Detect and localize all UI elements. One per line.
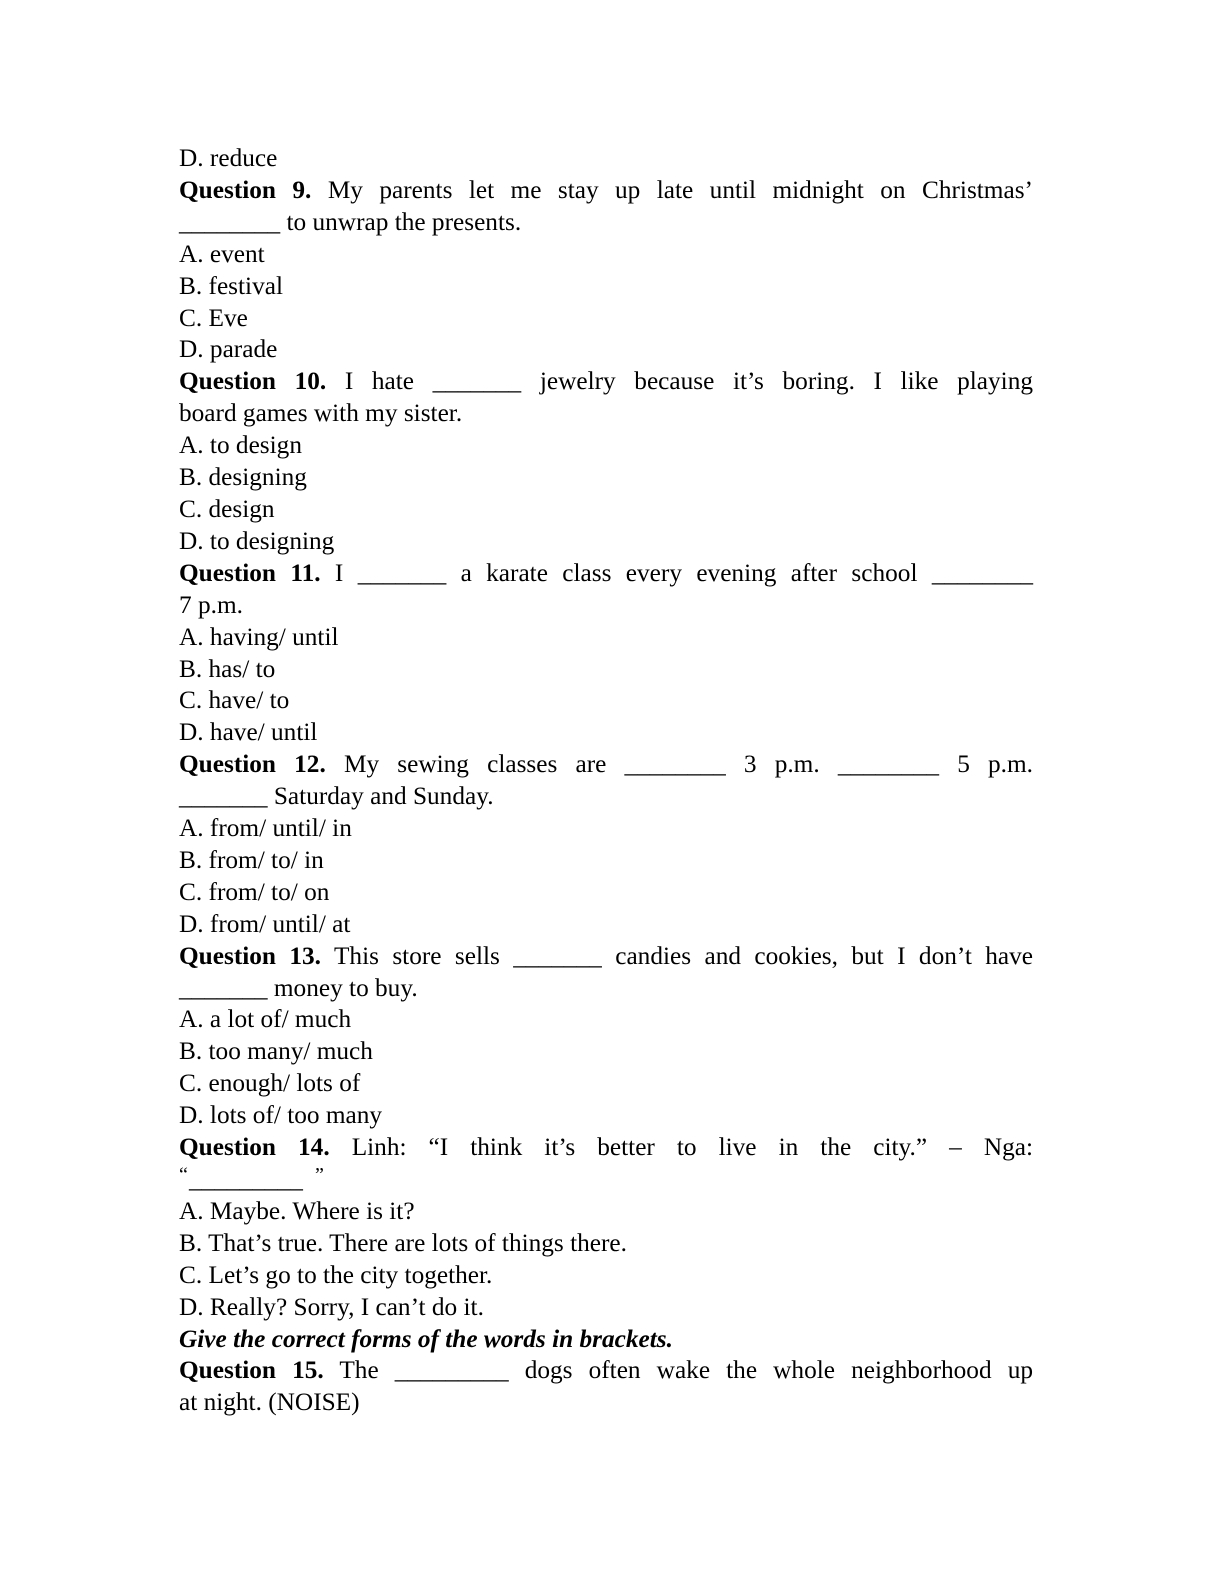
- question-10-text: I hate _______ jewelry because it’s boring. I like playing: [344, 367, 1033, 396]
- question-10-option-a: A. to design: [179, 431, 302, 460]
- question-12-label: Question 12.: [179, 750, 326, 779]
- prev-option-d: D. reduce: [179, 144, 278, 172]
- question-14-blank: _________: [189, 1165, 303, 1193]
- question-13-option-b: B. too many/ much: [179, 1037, 373, 1066]
- question-11-stem-line2: 7 p.m.: [179, 590, 243, 619]
- worksheet-page: [179, 143, 1033, 1419]
- question-9: [179, 175, 1033, 366]
- question-9-text: My parents let me stay up late until midnight on Christmas’: [327, 175, 1033, 204]
- question-9-option-b: B. festival: [179, 271, 283, 300]
- question-12-stem-line2: _______ Saturday and Sunday.: [179, 782, 494, 811]
- question-11-label: Question 11.: [179, 558, 321, 587]
- question-10: [179, 366, 1033, 557]
- question-11-option-d: D. have/ until: [179, 718, 318, 747]
- question-11: [179, 558, 1033, 749]
- question-9-stem-line1: [179, 175, 1033, 207]
- question-10-stem-line2: board games with my sister.: [179, 399, 463, 428]
- question-9-stem-line2: ________ to unwrap the presents.: [179, 207, 522, 236]
- question-14-open-quote: “: [179, 1164, 188, 1186]
- question-12-option-d: D. from/ until/ at: [179, 909, 351, 938]
- question-12-option-b: B. from/ to/ in: [179, 845, 324, 874]
- question-13-option-a: A. a lot of/ much: [179, 1005, 352, 1034]
- question-14-text: Linh: “I think it’s better to live in the city.” – Nga:: [351, 1133, 1033, 1162]
- question-13-text: This store sells _______ candies and cookies, but I don’t have: [333, 941, 1034, 970]
- section-heading-word-forms: Give the correct forms of the words in brackets.: [179, 1324, 673, 1353]
- question-11-stem-line1: [179, 558, 1033, 590]
- question-14-label: Question 14.: [179, 1133, 330, 1162]
- question-11-option-a: A. having/ until: [179, 622, 339, 651]
- question-10-label: Question 10.: [179, 367, 327, 396]
- question-13-option-d: D. lots of/ too many: [179, 1101, 383, 1130]
- question-10-stem-line1: [179, 366, 1033, 398]
- question-14-stem-line1: [179, 1132, 1033, 1164]
- question-9-option-a: A. event: [179, 239, 265, 268]
- question-9-option-d: D. parade: [179, 335, 278, 364]
- question-9-option-c: C. Eve: [179, 303, 248, 332]
- question-10-option-b: B. designing: [179, 463, 307, 492]
- question-14: [179, 1132, 1033, 1323]
- question-12-option-a: A. from/ until/ in: [179, 814, 352, 843]
- question-14-close-quote: ”: [315, 1164, 324, 1186]
- question-10-option-d: D. to designing: [179, 526, 335, 555]
- question-13: [179, 941, 1033, 1132]
- question-15-stem-line1: [179, 1355, 1033, 1387]
- question-14-option-d: D. Really? Sorry, I can’t do it.: [179, 1292, 484, 1321]
- question-11-option-c: C. have/ to: [179, 686, 290, 715]
- question-14-answer-blank: [179, 1164, 1033, 1196]
- question-15-label: Question 15.: [179, 1356, 324, 1385]
- question-14-option-b: B. That’s true. There are lots of things there.: [179, 1228, 627, 1257]
- question-13-stem-line2: _______ money to buy.: [179, 973, 418, 1002]
- question-10-option-c: C. design: [179, 494, 275, 523]
- question-15-stem-line2: at night. (NOISE): [179, 1388, 360, 1417]
- question-14-option-c: C. Let’s go to the city together.: [179, 1260, 493, 1289]
- question-12-option-c: C. from/ to/ on: [179, 877, 330, 906]
- question-12-stem-line1: [179, 749, 1033, 781]
- question-14-option-a: A. Maybe. Where is it?: [179, 1196, 415, 1225]
- question-13-label: Question 13.: [179, 941, 322, 970]
- question-9-label: Question 9.: [179, 175, 312, 204]
- question-15-text: The _________ dogs often wake the whole neighborhood up: [339, 1356, 1033, 1385]
- question-11-option-b: B. has/ to: [179, 654, 276, 683]
- question-12-text: My sewing classes are ________ 3 p.m. ________ 5 p.m.: [343, 750, 1033, 779]
- question-13-option-c: C. enough/ lots of: [179, 1069, 361, 1098]
- question-12: [179, 749, 1033, 940]
- question-13-stem-line1: [179, 941, 1033, 973]
- question-15: [179, 1355, 1033, 1419]
- question-11-text: I _______ a karate class every evening after school ________: [334, 558, 1034, 587]
